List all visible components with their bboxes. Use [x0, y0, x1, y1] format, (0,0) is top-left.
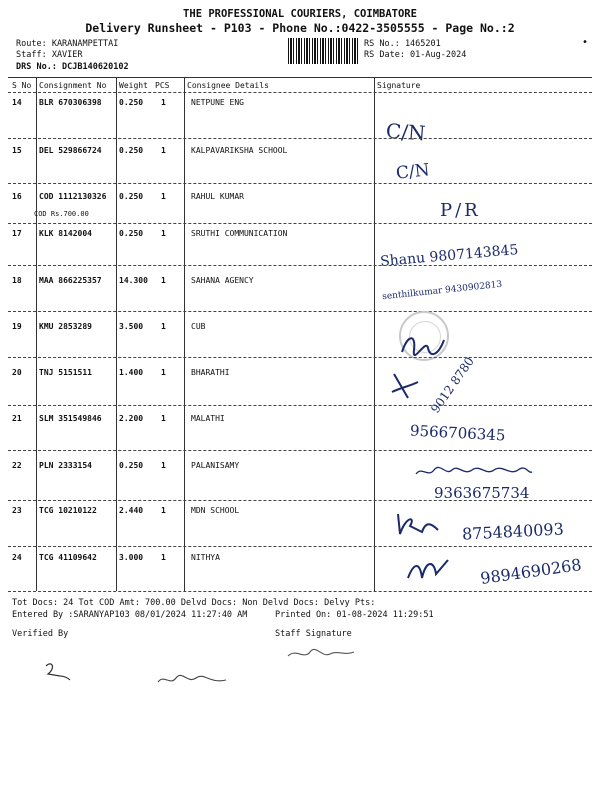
col-weight: Weight — [119, 81, 148, 90]
row-weight: 0.250 — [119, 461, 144, 470]
rs-date: RS Date: 01-Aug-2024 — [364, 50, 467, 60]
row-pcs: 1 — [161, 146, 166, 155]
row-weight: 2.200 — [119, 414, 144, 423]
cod-amount-note: COD Rs.700.00 — [34, 210, 89, 218]
row-pcs: 1 — [161, 368, 166, 377]
row-consignment: BLR 670306398 — [39, 98, 102, 107]
row-consignee: BHARATHI — [191, 368, 230, 377]
row-rule — [8, 357, 592, 358]
row-weight: 0.250 — [119, 229, 144, 238]
row-signature: 9363675734 — [434, 484, 530, 502]
row-sno: 24 — [12, 553, 22, 562]
row-consignee: PALANISAMY — [191, 461, 240, 470]
row-consignment: TCG 41109642 — [39, 553, 97, 562]
row-consignee: MDN SCHOOL — [191, 506, 240, 515]
row-consignment: KLK 8142004 — [39, 229, 92, 238]
col-signature: Signature — [377, 81, 421, 90]
row-sno: 19 — [12, 322, 22, 331]
row-signature: 9894690268 — [479, 555, 583, 588]
col-divider — [116, 77, 117, 591]
row-rule — [8, 265, 592, 266]
row-consignment: KMU 2853289 — [39, 322, 92, 331]
row-rule — [8, 183, 592, 184]
barcode — [288, 38, 358, 64]
totals-line: Tot Docs: 24 Tot COD Amt: 700.00 Delvd Docs: Non Delvd Docs: Delvy Pts: — [12, 598, 376, 608]
row-sno: 18 — [12, 276, 22, 285]
row-sno: 16 — [12, 192, 22, 201]
row-pcs: 1 — [161, 414, 166, 423]
row-signature: 8754840093 — [461, 519, 565, 544]
row-weight: 0.250 — [119, 98, 144, 107]
row-rule — [8, 546, 592, 547]
row-signature: Shanu 9807143845 — [379, 241, 519, 271]
signature-scribble — [398, 330, 448, 360]
row-consignee: MALATHI — [191, 414, 225, 423]
col-divider — [374, 77, 375, 591]
row-sno: 22 — [12, 461, 22, 470]
row-pcs: 1 — [161, 98, 166, 107]
row-sno: 23 — [12, 506, 22, 515]
runsheet-subtitle: Delivery Runsheet - P103 - Phone No.:0422-3505555 - Page No.:2 — [85, 21, 515, 35]
company-name: THE PROFESSIONAL COURIERS, COIMBATORE — [183, 8, 417, 20]
row-rule — [8, 138, 592, 139]
row-consignment: DEL 529866724 — [39, 146, 102, 155]
row-rule — [8, 450, 592, 451]
row-rule — [8, 500, 592, 501]
row-signature: C/N — [395, 160, 431, 184]
row-consignment: TNJ 5151511 — [39, 368, 92, 377]
col-pcs: PCS — [155, 81, 170, 90]
row-consignment: SLM 351549846 — [39, 414, 102, 423]
row-signature: 9012 8780 — [428, 354, 477, 416]
row-consignment: PLN 2333154 — [39, 461, 92, 470]
header-rule — [8, 92, 592, 93]
row-consignee: NETPUNE ENG — [191, 98, 244, 107]
row-pcs: 1 — [161, 276, 166, 285]
row-rule — [8, 311, 592, 312]
col-sno: S No — [12, 81, 32, 90]
row-pcs: 1 — [161, 322, 166, 331]
row-consignment: MAA 866225357 — [39, 276, 102, 285]
row-signature: C/N — [385, 118, 427, 146]
row-rule — [8, 223, 592, 224]
drs-number: DRS No.: DCJB140620102 — [16, 62, 129, 72]
row-pcs: 1 — [161, 229, 166, 238]
col-consignee: Consignee Details — [187, 81, 269, 90]
verifier-signature-scribble — [38, 660, 72, 682]
staff-signature-scribble — [286, 646, 356, 662]
table-top-rule — [8, 77, 592, 78]
row-rule — [8, 405, 592, 406]
row-signature: P/R — [440, 200, 481, 221]
row-weight: 1.400 — [119, 368, 144, 377]
row-weight: 14.300 — [119, 276, 148, 285]
rs-number: RS No.: 1465201 — [364, 39, 441, 49]
printed-on: Printed On: 01-08-2024 11:29:51 — [275, 610, 434, 620]
row-consignment: TCG 10210122 — [39, 506, 97, 515]
row-pcs: 1 — [161, 553, 166, 562]
verified-by-label: Verified By — [12, 629, 69, 639]
row-consignee: CUB — [191, 322, 206, 331]
row-sno: 14 — [12, 98, 22, 107]
row-weight: 3.500 — [119, 322, 144, 331]
row-weight: 2.440 — [119, 506, 144, 515]
row-consignee: RAHUL KUMAR — [191, 192, 244, 201]
row-sno: 20 — [12, 368, 22, 377]
row-pcs: 1 — [161, 506, 166, 515]
row-weight: 0.250 — [119, 192, 144, 201]
row-sno: 17 — [12, 229, 22, 238]
col-divider — [36, 77, 37, 591]
signature-scribble — [404, 556, 454, 586]
row-sno: 21 — [12, 414, 22, 423]
row-pcs: 1 — [161, 192, 166, 201]
col-divider — [184, 77, 185, 591]
page-corner-mark: • — [582, 37, 589, 48]
staff-label: Staff: XAVIER — [16, 50, 83, 60]
signature-scribble — [392, 510, 442, 538]
staff-signature-label: Staff Signature — [275, 629, 352, 639]
row-consignee: KALPAVARIKSHA SCHOOL — [191, 146, 288, 155]
row-rule — [8, 591, 592, 592]
row-sno: 15 — [12, 146, 22, 155]
signature-scribble — [388, 368, 422, 404]
signature-scribble — [414, 464, 534, 480]
row-consignee: NITHYA — [191, 553, 220, 562]
row-consignment: COD 1112130326 — [39, 192, 107, 201]
entered-by: Entered By :SARANYAP103 08/01/2024 11:27:40 AM — [12, 610, 248, 620]
row-signature: 9566706345 — [409, 421, 506, 445]
col-consignment: Consignment No — [39, 81, 107, 90]
row-weight: 3.000 — [119, 553, 144, 562]
row-consignee: SRUTHI COMMUNICATION — [191, 229, 288, 238]
row-pcs: 1 — [161, 461, 166, 470]
row-signature: senthilkumar 9430902813 — [381, 279, 503, 303]
verifier-signature-scribble-2 — [156, 670, 228, 688]
route-label: Route: KARANAMPETTAI — [16, 39, 119, 49]
row-weight: 0.250 — [119, 146, 144, 155]
row-consignee: SAHANA AGENCY — [191, 276, 254, 285]
